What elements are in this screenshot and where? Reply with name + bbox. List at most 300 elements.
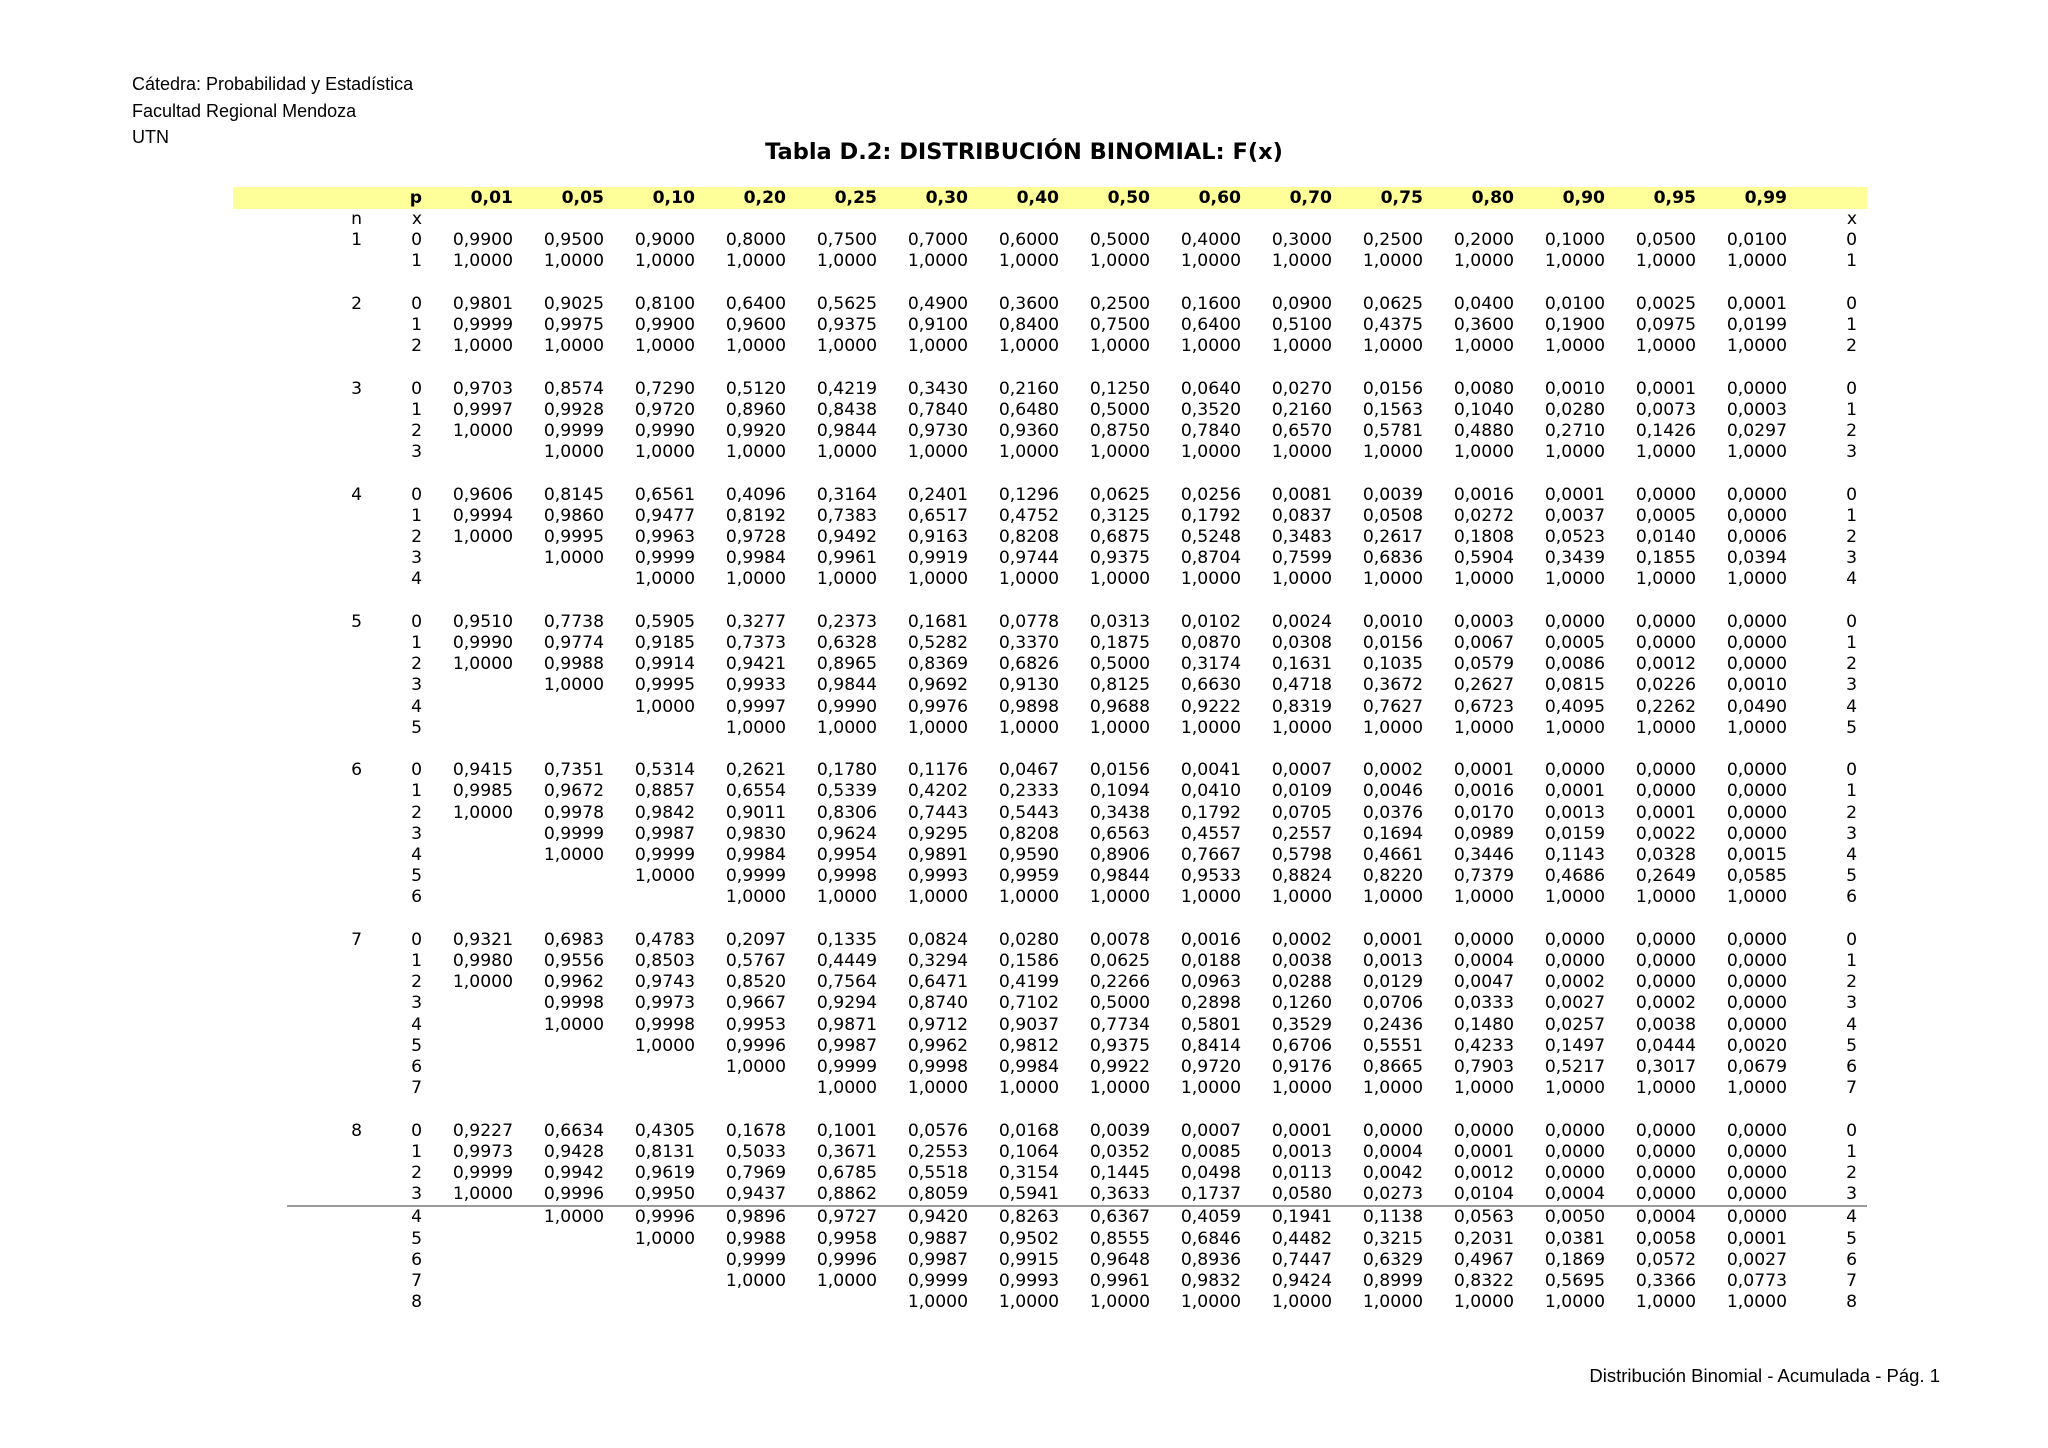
cdf-value [422,1250,513,1271]
cdf-value: 0,8503 [634,951,695,972]
x-value: 1 [411,951,422,972]
x-value-right: 5 [1846,1035,1857,1056]
cdf-value: 1,0000 [1544,717,1605,738]
cdf-value: 0,3446 [1453,845,1514,866]
cdf-value: 0,5000 [1089,399,1150,420]
cdf-value: 0,9011 [725,802,786,823]
cdf-value: 0,3483 [1271,527,1332,547]
cdf-value: 0,6826 [998,654,1059,675]
cdf-value: 1,0000 [634,1228,695,1249]
cdf-value: 0,0038 [1635,1014,1696,1035]
cdf-value: 0,1678 [725,1120,786,1141]
cdf-value: 0,4783 [634,929,695,950]
cdf-value: 0,0679 [1726,1057,1787,1078]
cdf-value: 1,0000 [634,442,695,463]
p-value-header: 0,30 [877,187,968,209]
cdf-value: 0,8750 [1089,421,1150,441]
cdf-value: 0,8263 [998,1207,1059,1228]
cdf-value: 0,9844 [816,675,877,696]
cdf-value: 0,8824 [1271,866,1332,887]
cdf-value: 1,0000 [1453,569,1514,590]
cdf-value: 0,3017 [1635,1057,1696,1078]
table-row [233,421,1867,442]
cdf-value: 0,0000 [1726,1141,1787,1162]
cdf-value: 0,9692 [907,675,968,696]
cdf-value: 0,8438 [816,399,877,420]
cdf-value: 1,0000 [1180,442,1241,463]
x-value: 0 [411,293,422,314]
cdf-value: 0,0273 [1332,1184,1423,1206]
cdf-value: 0,0020 [1726,1035,1787,1056]
n-value: 6 [351,760,362,781]
x-value: 1 [411,251,422,272]
cdf-value: 0,9999 [634,548,695,569]
cdf-value: 0,9606 [452,484,513,505]
spacer-cell [233,1292,287,1313]
cdf-value: 0,7373 [725,633,786,653]
cdf-value: 0,5551 [1362,1035,1423,1056]
x-value: 2 [411,972,422,993]
cdf-value: 0,9950 [604,1184,695,1206]
cdf-value: 1,0000 [1635,717,1696,738]
cdf-value: 0,1737 [1150,1184,1241,1206]
cdf-value: 0,3000 [1271,230,1332,251]
spacer-cell [287,845,362,866]
cdf-value: 1,0000 [1635,336,1696,357]
cdf-value: 0,1335 [816,929,877,950]
cdf-value: 0,0012 [1453,1163,1514,1184]
x-value-right: 0 [1846,230,1857,251]
cdf-value: 0,8319 [1271,696,1332,717]
cdf-value: 0,1035 [1362,654,1423,675]
spacer-cell [233,993,287,1014]
x-value-right: 6 [1846,1057,1857,1078]
x-value: 3 [411,442,422,463]
cdf-value: 1,0000 [1453,1078,1514,1099]
cdf-value: 0,0313 [1089,611,1150,632]
binomial-table [233,187,1867,1313]
cdf-value: 0,0837 [1271,505,1332,526]
cdf-value: 0,1808 [1453,527,1514,547]
cdf-value: 1,0000 [998,442,1059,463]
header-line-facultad: Facultad Regional Mendoza [132,100,357,121]
cdf-value: 0,2266 [1089,972,1150,993]
cdf-value: 0,3671 [816,1141,877,1162]
cdf-value: 0,9961 [816,548,877,569]
n-label: n [351,209,362,229]
cdf-value: 0,0004 [1453,951,1514,972]
cdf-value: 0,0016 [1453,484,1514,505]
cdf-value: 0,9999 [816,1057,877,1078]
cdf-value: 1,0000 [1635,887,1696,908]
cdf-value: 0,2160 [998,378,1059,399]
cdf-value [695,1078,786,1099]
x-value-right: 0 [1846,484,1857,505]
cdf-value: 1,0000 [1726,569,1787,590]
cdf-value: 0,5905 [634,611,695,632]
spacer-cell [287,972,362,993]
spacer-cell [287,442,362,463]
header-line-utn: UTN [132,127,169,147]
spacer-cell [233,824,287,845]
spacer-cell [233,1250,287,1271]
cdf-value: 0,0444 [1635,1035,1696,1056]
cdf-value: 0,0410 [1180,781,1241,802]
cdf-value: 1,0000 [634,336,695,357]
p-value-header: 0,99 [1696,187,1787,209]
cdf-value: 0,9999 [452,315,513,335]
cdf-value: 0,7383 [816,505,877,526]
cdf-value: 0,0000 [1544,1141,1605,1162]
cdf-value: 0,9025 [543,293,604,314]
cdf-value: 1,0000 [1544,251,1605,272]
x-value: 3 [411,823,422,844]
cdf-value: 1,0000 [1362,251,1423,272]
cdf-value: 0,0005 [1635,505,1696,526]
cdf-value: 0,9990 [634,421,695,441]
cdf-value [422,569,513,590]
cdf-value: 0,0773 [1726,1271,1787,1292]
cdf-value: 0,9375 [816,315,877,335]
x-value-right: 8 [1846,1292,1857,1313]
spacer-cell [287,1229,362,1250]
cdf-value: 0,9896 [725,1207,786,1228]
group-spacer [233,463,1867,484]
cdf-value: 0,0010 [1726,675,1787,696]
header-spacer [287,187,362,209]
cdf-value: 0,0870 [1180,633,1241,653]
x-value-right: 3 [1846,675,1857,696]
cdf-value: 1,0000 [1180,717,1241,738]
spacer-cell [233,909,1867,930]
spacer-cell [287,527,362,548]
cdf-value: 0,3370 [998,633,1059,653]
cdf-value: 0,0199 [1726,315,1787,335]
cdf-value: 0,9375 [1089,548,1150,569]
cdf-value: 0,9421 [725,654,786,675]
spacer-cell [233,718,287,739]
cdf-value: 0,0500 [1635,230,1696,251]
cdf-value: 1,0000 [1635,569,1696,590]
cdf-value: 0,9963 [634,527,695,547]
cdf-value: 0,0129 [1362,972,1423,993]
p-value-header: 0,80 [1423,187,1514,209]
cdf-value: 1,0000 [1544,887,1605,908]
cdf-value: 0,9954 [816,845,877,866]
cdf-value: 0,0000 [1635,633,1696,653]
cdf-value: 0,8145 [543,484,604,505]
x-value-right: 4 [1846,569,1857,590]
x-value-right: 4 [1846,696,1857,717]
cdf-value: 0,0000 [1726,781,1787,802]
x-value: 1 [411,315,422,335]
cdf-value [513,569,604,590]
spacer-cell [287,718,362,739]
x-label: x [411,209,422,229]
spacer-cell [287,251,362,272]
cdf-value: 0,0050 [1544,1207,1605,1228]
spacer-cell [233,442,287,463]
cdf-value: 0,0001 [1635,378,1696,399]
cdf-value: 0,0498 [1180,1163,1241,1184]
cdf-value: 1,0000 [543,336,604,357]
cdf-value: 0,9962 [907,1035,968,1056]
spacer-cell [233,527,287,548]
cdf-value: 1,0000 [1635,1292,1696,1313]
cdf-value: 1,0000 [452,251,513,272]
cdf-value: 0,0000 [1635,760,1696,781]
spacer-cell [233,506,287,527]
cdf-value: 0,0640 [1180,378,1241,399]
cdf-value: 0,5100 [1271,315,1332,335]
cdf-value: 0,0168 [998,1120,1059,1141]
cdf-value [513,697,604,718]
cdf-value: 0,8960 [725,399,786,420]
cdf-value: 0,9891 [907,845,968,866]
cdf-value: 0,2621 [725,760,786,781]
cdf-value: 1,0000 [998,1292,1059,1313]
cdf-value: 0,1480 [1453,1014,1514,1035]
spacer-cell [233,760,287,781]
spacer-cell [287,887,362,908]
cdf-value: 0,0006 [1726,527,1787,547]
x-value: 5 [411,1035,422,1056]
cdf-value: 0,9437 [695,1184,786,1206]
x-value-right: 7 [1846,1078,1857,1099]
cdf-value: 0,9914 [634,654,695,675]
cdf-value: 0,0113 [1271,1163,1332,1184]
cdf-value: 0,0000 [1726,951,1787,972]
spacer-cell [287,315,362,336]
spacer-cell [233,612,287,633]
cdf-value: 0,9294 [816,993,877,1014]
cdf-value: 0,0081 [1271,484,1332,505]
spacer-cell [233,1121,287,1142]
cdf-value: 0,1875 [1089,633,1150,653]
cdf-value: 1,0000 [816,251,877,272]
spacer-cell [287,803,362,824]
x-value: 0 [411,760,422,781]
cdf-value: 0,9842 [634,802,695,823]
x-value-right: 1 [1846,951,1857,972]
group-spacer [233,357,1867,378]
cdf-value: 0,9415 [452,760,513,781]
cdf-value: 0,0156 [1362,378,1423,399]
cdf-value: 0,1094 [1089,781,1150,802]
spacer-cell [287,824,362,845]
spacer-cell [233,697,287,718]
table-row [233,1015,1867,1036]
cdf-value: 0,0257 [1544,1014,1605,1035]
cdf-value: 0,0004 [1362,1141,1423,1162]
cdf-value: 0,0039 [1362,484,1423,505]
cdf-value: 1,0000 [907,717,968,738]
cdf-value: 0,5625 [816,293,877,314]
cdf-value: 0,2333 [998,781,1059,802]
cdf-value: 0,6400 [1180,315,1241,335]
cdf-value: 0,0003 [1726,399,1787,420]
x-value-right: 2 [1846,421,1857,441]
cdf-value: 0,9933 [725,675,786,696]
cdf-value: 1,0000 [1271,1292,1332,1313]
x-value-right: 2 [1846,654,1857,675]
spacer-cell [287,1142,362,1163]
cdf-value: 0,9919 [907,548,968,569]
cdf-value: 0,0705 [1271,802,1332,823]
cdf-value: 0,0000 [1635,611,1696,632]
cdf-value: 0,0007 [1271,760,1332,781]
cdf-value: 0,4059 [1180,1207,1241,1228]
p-value-header: 0,40 [968,187,1059,209]
cdf-value: 0,0001 [1271,1120,1332,1141]
spacer-cell [287,675,362,696]
n-value: 2 [351,293,362,314]
cdf-value: 0,7969 [725,1163,786,1184]
cdf-value: 0,5443 [998,802,1059,823]
spacer-cell [287,1057,362,1078]
cdf-value: 0,5767 [725,951,786,972]
cdf-value: 0,0000 [1726,1163,1787,1184]
table-row [233,993,1867,1014]
cdf-value: 0,9502 [998,1228,1059,1249]
table-row [233,569,1867,590]
spacer-cell [233,1163,287,1184]
cdf-value: 0,0270 [1271,378,1332,399]
cdf-value: 0,3439 [1544,548,1605,569]
cdf-value: 0,8555 [1089,1228,1150,1249]
cdf-value: 0,8740 [907,993,968,1014]
cdf-value: 0,8665 [1362,1057,1423,1078]
x-value: 3 [362,1184,422,1206]
cdf-value [422,675,513,696]
spacer-cell [1514,209,1605,230]
cdf-value [422,993,513,1014]
cdf-value: 0,0272 [1453,505,1514,526]
cdf-value [604,1271,695,1292]
cdf-value: 0,9743 [634,972,695,993]
cdf-value: 0,0352 [1089,1141,1150,1162]
spacer-cell [233,739,1867,760]
x-value-right: 5 [1846,717,1857,738]
cdf-value [513,1036,604,1057]
cdf-value: 0,9976 [907,696,968,717]
cdf-value [695,1292,786,1313]
x-value: 2 [411,527,422,547]
cdf-value: 0,9600 [725,315,786,335]
table-row [233,400,1867,421]
table-row [233,887,1867,908]
cdf-value: 0,9428 [543,1141,604,1162]
cdf-value: 0,8306 [816,802,877,823]
cdf-value: 0,9985 [452,781,513,802]
cdf-value: 0,1941 [1271,1207,1332,1228]
cdf-value: 0,9996 [513,1184,604,1206]
cdf-value: 0,0000 [1726,823,1787,844]
header-spacer [233,187,287,209]
cdf-value: 0,9993 [907,866,968,887]
spacer-cell [233,845,287,866]
cdf-value: 0,9995 [634,675,695,696]
cdf-value: 0,0001 [1453,760,1514,781]
cdf-value: 0,0572 [1635,1249,1696,1270]
cdf-value: 0,6563 [1089,823,1150,844]
cdf-value: 0,9037 [998,1014,1059,1035]
cdf-value: 0,0025 [1635,293,1696,314]
cdf-value: 1,0000 [1362,887,1423,908]
cdf-value: 0,1250 [1089,378,1150,399]
cdf-value [513,866,604,887]
cdf-value: 1,0000 [1180,1292,1241,1313]
table-row [233,336,1867,357]
cdf-value: 0,8857 [634,781,695,802]
cdf-value: 0,9100 [907,315,968,335]
x-value-right: 3 [1846,993,1857,1014]
cdf-value: 0,0013 [1271,1141,1332,1162]
spacer-cell [233,1036,287,1057]
cdf-value: 0,2627 [1453,675,1514,696]
cdf-value: 0,5801 [1180,1014,1241,1035]
cdf-value: 1,0000 [816,887,877,908]
cdf-value: 1,0000 [1453,442,1514,463]
p-value-header: 0,50 [1059,187,1150,209]
p-value-header: 0,25 [786,187,877,209]
x-value-right: 3 [1846,442,1857,463]
cdf-value: 0,8000 [725,230,786,251]
cdf-value: 0,0104 [1423,1184,1514,1206]
cdf-value: 0,0400 [1453,293,1514,314]
cdf-value: 0,4967 [1453,1249,1514,1270]
cdf-value: 0,9998 [543,993,604,1014]
cdf-value: 0,0576 [907,1120,968,1141]
cdf-value: 0,0001 [1726,293,1787,314]
x-value-right: 2 [1846,527,1857,547]
cdf-value: 0,5000 [1089,230,1150,251]
cdf-value: 0,2500 [1089,293,1150,314]
cdf-value: 1,0000 [1544,1078,1605,1099]
cdf-value: 0,1855 [1635,548,1696,569]
cdf-value: 0,9998 [907,1057,968,1078]
spacer-cell [233,357,1867,378]
spacer-cell [233,209,287,230]
cdf-value [513,1057,604,1078]
cdf-value: 1,0000 [1453,1292,1514,1313]
table-row [233,294,1867,315]
cdf-value: 0,3294 [907,951,968,972]
cdf-value: 0,3600 [998,293,1059,314]
cdf-value: 0,1064 [998,1141,1059,1162]
cdf-value: 0,9984 [725,845,786,866]
cdf-value: 0,9959 [998,866,1059,887]
p-value-header: 0,20 [695,187,786,209]
cdf-value: 0,9973 [634,993,695,1014]
cdf-value: 0,6554 [725,781,786,802]
cdf-value: 0,7500 [816,230,877,251]
cdf-value: 0,6000 [998,230,1059,251]
spacer-cell [968,209,1059,230]
cdf-value: 0,4202 [907,781,968,802]
cdf-value: 1,0000 [1089,887,1150,908]
spacer-cell [233,803,287,824]
cdf-value: 0,0000 [1726,633,1787,653]
cdf-value: 0,4000 [1180,230,1241,251]
cdf-value: 1,0000 [725,1057,786,1078]
cdf-value: 1,0000 [1089,717,1150,738]
x-value: 6 [411,1249,422,1270]
cdf-value: 0,4375 [1362,315,1423,335]
spacer-cell [1059,209,1150,230]
cdf-value: 1,0000 [907,1292,968,1313]
cdf-value: 1,0000 [1362,717,1423,738]
